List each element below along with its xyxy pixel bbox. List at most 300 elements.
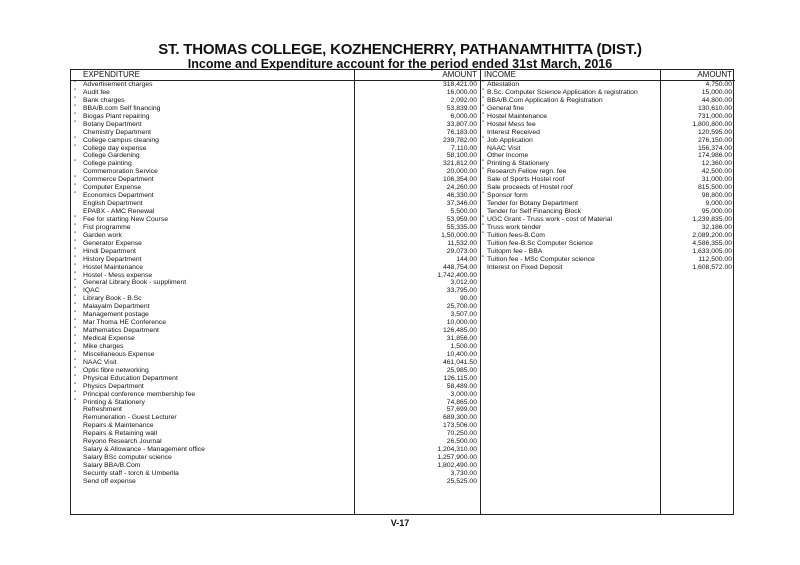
expenditure-amount-row	[355, 216, 480, 224]
income-amount: 31,000.00	[701, 176, 732, 184]
income-label: Sponsor form	[487, 192, 528, 200]
ditto-mark: "	[74, 88, 77, 95]
ditto-mark: "	[74, 144, 77, 151]
ditto-mark: "	[482, 120, 485, 127]
expenditure-amount: 106,354.00	[442, 176, 477, 184]
ditto-mark: "	[74, 382, 77, 389]
expenditure-row	[71, 391, 354, 399]
expenditure-amount: 31,856.00	[446, 335, 477, 342]
ditto-mark: "	[482, 136, 485, 143]
expenditure-amount: 46,330.00	[446, 192, 477, 200]
expenditure-row	[71, 192, 354, 200]
income-amount-row	[661, 137, 735, 145]
expenditure-amount-row	[355, 422, 480, 430]
ditto-mark: "	[74, 96, 77, 103]
expenditure-amount-row	[355, 446, 480, 454]
expenditure-amount-row	[355, 121, 480, 129]
expenditure-row	[71, 89, 354, 97]
page-title: ST. THOMAS COLLEGE, KOZHENCHERRY, PATHANAMTHITTA (DIST.)	[158, 41, 642, 58]
ditto-mark: "	[74, 231, 77, 238]
expenditure-amount: 33,807.00	[446, 120, 477, 128]
ditto-mark: "	[74, 319, 77, 326]
expenditure-row	[71, 145, 354, 153]
expenditure-row	[71, 367, 354, 375]
expenditure-amount-row	[355, 279, 480, 287]
ditto-mark: "	[74, 350, 77, 357]
income-label: General fine	[487, 104, 525, 112]
expenditure-amount-row	[355, 470, 480, 478]
expenditure-row	[71, 208, 354, 216]
income-amount: 9,000.00	[705, 200, 732, 208]
expenditure-label: Printing & Stationery	[83, 398, 145, 406]
expenditure-row	[71, 240, 354, 248]
expenditure-amount-row	[355, 97, 480, 105]
income-label: Tuition fees-B.Com	[487, 231, 545, 239]
expenditure-label: English Department	[83, 200, 143, 208]
page-number: V-17	[390, 518, 410, 528]
expenditure-row	[71, 430, 354, 438]
expenditure-amount-row	[355, 454, 480, 462]
expenditure-amount-row	[355, 160, 480, 168]
expenditure-row	[71, 343, 354, 351]
expenditure-row	[71, 176, 354, 184]
expenditure-amount: 1,204,310.00	[437, 446, 477, 454]
expenditure-label: NAAC Visit	[83, 358, 117, 366]
expenditure-header: EXPENDITURE	[83, 70, 140, 79]
income-label: Tuition fee - MSc Computer science	[487, 255, 595, 263]
ditto-mark: "	[74, 239, 77, 246]
expenditure-amount: 2,092.00	[450, 96, 477, 104]
expenditure-amount: 7,110.00	[451, 144, 477, 152]
ditto-mark: "	[74, 223, 77, 230]
expenditure-label: Library Book - B.Sc	[83, 295, 142, 303]
expenditure-amount: 20,000.00	[446, 168, 477, 176]
expenditure-label: Remuneration - Guest Lecturer	[83, 414, 177, 422]
expenditure-row	[71, 446, 354, 454]
income-amount-row	[661, 256, 735, 264]
ditto-mark: "	[74, 279, 77, 286]
expenditure-row	[71, 264, 354, 272]
expenditure-amount-row	[355, 152, 480, 160]
income-label: Sale proceeds of Hostel roof	[487, 184, 573, 192]
expenditure-amount: 3,730.00	[450, 469, 477, 477]
expenditure-amount: 53,959.00	[446, 215, 477, 223]
expenditure-amount: 1,257,900.00	[437, 454, 477, 462]
ditto-mark: "	[482, 81, 485, 87]
income-row	[481, 152, 660, 160]
income-label: UGC Grant - Truss work - cost of Material	[487, 215, 613, 223]
expenditure-row	[71, 279, 354, 287]
expenditure-amount-row	[355, 359, 480, 367]
expenditure-row	[71, 224, 354, 232]
expenditure-amount-row	[355, 200, 480, 208]
expenditure-amount-row	[355, 256, 480, 264]
expenditure-amount-row	[355, 375, 480, 383]
ditto-mark: "	[74, 104, 77, 111]
expenditure-amount-row	[355, 264, 480, 272]
expenditure-amount: 1,50,000.00	[441, 231, 477, 239]
income-row	[481, 184, 660, 192]
expenditure-amount-row	[355, 406, 480, 414]
income-row	[481, 192, 660, 200]
income-amount: 98,800.00	[701, 192, 732, 200]
expenditure-label: Commemoration Service	[83, 168, 158, 176]
expenditure-label: Economics Department	[83, 192, 154, 200]
expenditure-label: Send off expense	[83, 477, 136, 485]
expenditure-label: Generator Expense	[83, 239, 142, 247]
expenditure-amount-row	[355, 343, 480, 351]
expenditure-amount-row	[355, 248, 480, 256]
expenditure-amount-row	[355, 224, 480, 232]
ditto-mark: "	[482, 223, 485, 230]
page-subtitle: Income and Expenditure account for the period ended 31st March, 2016	[187, 57, 613, 71]
ditto-mark: "	[74, 176, 77, 183]
income-amount-row	[661, 129, 735, 137]
expenditure-amount: 74,865.00	[446, 398, 477, 406]
expenditure-amount-row	[355, 430, 480, 438]
ditto-mark: "	[74, 342, 77, 349]
expenditure-amount: 26,500.00	[446, 438, 477, 446]
expenditure-amount-row	[355, 272, 480, 280]
expenditure-amount: 173,506.00	[442, 422, 477, 430]
expenditure-label: EPABX - AMC Renewal	[83, 208, 155, 215]
expenditure-label: Advertisement charges	[83, 81, 153, 88]
expenditure-amount: 1,802,490.00	[437, 462, 477, 469]
ditto-mark: "	[74, 358, 77, 365]
income-label: Research Fellow regn. fee	[487, 168, 567, 176]
income-row	[481, 105, 660, 113]
income-row	[481, 216, 660, 224]
expenditure-label: College day expense	[83, 144, 147, 152]
ditto-mark: "	[74, 247, 77, 254]
expenditure-label: Reyono Research Journal	[83, 438, 162, 446]
expenditure-row	[71, 168, 354, 176]
expenditure-amount: 55,335.00	[446, 223, 477, 231]
ditto-mark: "	[74, 263, 77, 270]
income-row	[481, 224, 660, 232]
expenditure-row	[71, 422, 354, 430]
income-amount: 156,374.00	[697, 144, 732, 152]
expenditure-label: Repairs & Retaining wall	[83, 430, 158, 438]
income-label: Sale of Sports Hostel roof	[487, 176, 565, 184]
income-label: B.Sc. Computer Science Application & registration	[487, 88, 638, 96]
income-amount-row	[661, 89, 735, 97]
expenditure-row	[71, 105, 354, 113]
income-amount: 130,610.00	[697, 104, 732, 112]
expenditure-amount-row	[355, 129, 480, 137]
expenditure-label: Computer Expense	[83, 184, 142, 192]
ditto-mark: "	[482, 88, 485, 95]
expenditure-amount: 53,839.00	[446, 104, 477, 112]
expenditure-row	[71, 335, 354, 343]
expenditure-amount-row	[355, 478, 480, 486]
expenditure-amount: 461,041.50	[442, 358, 477, 366]
income-amount-header: AMOUNT	[697, 70, 732, 79]
income-amount-row	[661, 192, 735, 200]
income-label: Printing & Stationery	[487, 160, 549, 168]
expenditure-amount: 448,754.00	[442, 263, 477, 271]
expenditure-amount: 144.00	[456, 255, 477, 263]
income-amount: 42,500.00	[701, 168, 732, 176]
expenditure-amount: 25,700.00	[446, 303, 477, 311]
expenditure-amount: 3,507.00	[450, 311, 477, 319]
income-amount: 4,750.00	[705, 81, 732, 88]
ditto-mark: "	[74, 366, 77, 373]
expenditure-label: BBA/B.com Self financing	[83, 104, 161, 112]
income-expenditure-table	[70, 69, 734, 515]
expenditure-label: Bank charges	[83, 96, 125, 104]
expenditure-label: Biogas Plant repairing	[83, 112, 150, 120]
expenditure-label: Mathematics Department	[83, 327, 159, 335]
income-label: Tender for Botany Department	[487, 200, 579, 208]
income-label: NAAC Visit	[487, 144, 521, 152]
expenditure-amount: 16,000.00	[446, 88, 477, 96]
expenditure-label: Refreshment	[83, 406, 122, 414]
expenditure-row	[71, 129, 354, 137]
expenditure-amount: 29,073.00	[446, 247, 477, 255]
ditto-mark: "	[482, 104, 485, 111]
income-amount: 1,239,835.00	[692, 215, 732, 223]
expenditure-amount: 239,782.00	[442, 136, 477, 144]
ditto-mark: "	[482, 160, 485, 167]
expenditure-amount: 1,742,400.00	[437, 271, 477, 279]
expenditure-amount: 126,115.00	[443, 374, 477, 382]
expenditure-row	[71, 406, 354, 414]
expenditure-amount: 25,985.00	[446, 366, 477, 374]
expenditure-amount-row	[355, 240, 480, 248]
expenditure-amount-row	[355, 113, 480, 121]
income-amount-row	[661, 81, 735, 89]
income-amount: 95,000.00	[701, 208, 732, 215]
income-row	[481, 176, 660, 184]
expenditure-amount-row	[355, 184, 480, 192]
expenditure-label: Salary & Allowance - Management office	[83, 446, 205, 454]
expenditure-amount-row	[355, 145, 480, 153]
ditto-mark: "	[74, 271, 77, 278]
expenditure-row	[71, 303, 354, 311]
ditto-mark: "	[74, 303, 77, 310]
expenditure-label: Fist programme	[83, 223, 131, 231]
expenditure-amount-row	[355, 168, 480, 176]
expenditure-row	[71, 287, 354, 295]
income-amount-row	[661, 184, 735, 192]
expenditure-label: General Library Book - suppliment	[83, 279, 187, 287]
expenditure-label: Hindi Department	[83, 247, 136, 255]
expenditure-row	[71, 478, 354, 486]
expenditure-amount-row	[355, 327, 480, 335]
income-amount-row	[661, 248, 735, 256]
income-row	[481, 81, 660, 89]
ditto-mark: "	[74, 160, 77, 167]
income-amount: 32,186.00	[701, 223, 732, 231]
expenditure-row	[71, 295, 354, 303]
expenditure-amount: 25,525.00	[446, 477, 477, 485]
expenditure-amount-row	[355, 311, 480, 319]
expenditure-column	[71, 70, 355, 514]
ditto-mark: "	[482, 96, 485, 103]
expenditure-amount-row	[355, 367, 480, 375]
income-amount-row	[661, 121, 735, 129]
income-amount-row	[661, 200, 735, 208]
income-label: Job Application	[487, 136, 533, 144]
expenditure-amount-row	[355, 391, 480, 399]
expenditure-row	[71, 97, 354, 105]
ditto-mark: "	[74, 287, 77, 294]
income-label: Truss work tender	[487, 223, 542, 231]
expenditure-label: Hostel - Mess expense	[83, 271, 153, 279]
expenditure-amount-row	[355, 176, 480, 184]
income-column	[481, 70, 661, 514]
expenditure-label: Commerce Department	[83, 176, 154, 184]
expenditure-row	[71, 399, 354, 407]
income-amount-row	[661, 145, 735, 153]
income-amount-row	[661, 113, 735, 121]
expenditure-amount: 37,346.00	[446, 200, 477, 208]
expenditure-row	[71, 383, 354, 391]
expenditure-amount-row	[355, 414, 480, 422]
expenditure-row	[71, 137, 354, 145]
ditto-mark: "	[482, 215, 485, 222]
income-amount: 4,586,355.00	[692, 239, 732, 247]
income-amount-row	[661, 97, 735, 105]
expenditure-row	[71, 200, 354, 208]
income-amount-row	[661, 264, 735, 272]
expenditure-row	[71, 232, 354, 240]
expenditure-amount-row	[355, 232, 480, 240]
expenditure-amount-row	[355, 137, 480, 145]
income-amount: 731,000.00	[697, 112, 732, 120]
expenditure-amount-row	[355, 208, 480, 216]
ditto-mark: "	[74, 311, 77, 318]
income-amount-row	[661, 105, 735, 113]
ditto-mark: "	[74, 335, 77, 341]
expenditure-label: Mar Thoma HE Conference	[83, 319, 166, 327]
income-label: Hostel Mess fee	[487, 120, 536, 128]
expenditure-row	[71, 256, 354, 264]
expenditure-amount: 318,421.00	[442, 81, 477, 88]
ditto-mark: "	[74, 327, 77, 334]
ditto-mark: "	[74, 112, 77, 119]
expenditure-label: Principal conference membership fee	[83, 390, 196, 398]
expenditure-amount: 689,300.00	[442, 414, 477, 422]
expenditure-amount: 321,812.00	[442, 160, 477, 168]
income-amount-row	[661, 240, 735, 248]
expenditure-row	[71, 327, 354, 335]
expenditure-row	[71, 454, 354, 462]
income-amount: 174,986.00	[697, 152, 732, 160]
expenditure-label: History Department	[83, 255, 142, 263]
ditto-mark: "	[74, 192, 77, 199]
expenditure-amount-row	[355, 438, 480, 446]
ditto-mark: "	[74, 120, 77, 127]
expenditure-row	[71, 81, 354, 89]
income-amount-row	[661, 176, 735, 184]
income-label: Other Income	[487, 152, 529, 160]
expenditure-label: College campus cleaning	[83, 136, 159, 144]
expenditure-row	[71, 375, 354, 383]
expenditure-row	[71, 351, 354, 359]
expenditure-row	[71, 272, 354, 280]
expenditure-label: Miscellaneous Expense	[83, 350, 155, 358]
expenditure-label: Management postage	[83, 311, 149, 319]
expenditure-amount: 126,485.00	[442, 327, 477, 335]
income-row	[481, 232, 660, 240]
expenditure-label: Malayalm Department	[83, 303, 150, 311]
income-amount: 276,150.00	[697, 136, 732, 144]
expenditure-amount-row	[355, 287, 480, 295]
income-row	[481, 200, 660, 208]
expenditure-amount: 57,699.00	[446, 406, 477, 414]
income-row	[481, 137, 660, 145]
income-amount: 44,800.00	[701, 96, 732, 104]
ditto-mark: "	[74, 295, 77, 302]
income-amount-row	[661, 152, 735, 160]
expenditure-row	[71, 113, 354, 121]
income-row	[481, 256, 660, 264]
expenditure-row	[71, 121, 354, 129]
ditto-mark: "	[482, 168, 485, 175]
expenditure-amount-row	[355, 335, 480, 343]
income-label: BBA/B.Com Application & Registration	[487, 96, 603, 104]
income-label: Tuition fee-B.Sc Computer Science	[487, 239, 593, 247]
expenditure-amount: 5,500.00	[450, 208, 477, 215]
expenditure-label: Audit fee	[83, 88, 110, 96]
ditto-mark: "	[482, 192, 485, 199]
income-amount-row	[661, 224, 735, 232]
income-amount: 120,595.00	[697, 128, 732, 136]
expenditure-amount-header: AMOUNT	[442, 70, 477, 79]
income-amount: 1,608,572.00	[692, 263, 732, 271]
expenditure-label: Hostel Maintenance	[83, 263, 144, 271]
expenditure-label: College painting	[83, 160, 132, 168]
income-label: Tuitopm fee - BBA	[487, 247, 543, 255]
income-row	[481, 240, 660, 248]
expenditure-amount: 10,000.00	[446, 319, 477, 327]
expenditure-label: Chemistry Department	[83, 128, 151, 136]
income-label: Tender for Self Financing Block	[487, 208, 582, 215]
expenditure-amount: 10,400.00	[446, 350, 477, 358]
expenditure-label: Optic fibre networking	[83, 366, 149, 374]
expenditure-row	[71, 319, 354, 327]
income-row	[481, 168, 660, 176]
expenditure-amount: 58,489.00	[446, 382, 477, 390]
expenditure-amount: 3,012.00	[450, 279, 477, 287]
expenditure-amount: 24,260.00	[446, 184, 477, 192]
expenditure-amount: 6,000.00	[450, 112, 477, 120]
expenditure-amount-row	[355, 399, 480, 407]
expenditure-amount-row	[355, 81, 480, 89]
expenditure-amount-row	[355, 295, 480, 303]
expenditure-amount: 70,250.00	[446, 430, 477, 438]
expenditure-label: Garden work	[83, 231, 122, 239]
ditto-mark: "	[74, 184, 77, 191]
expenditure-row	[71, 438, 354, 446]
income-amount-column	[661, 70, 735, 514]
ditto-mark: "	[482, 231, 485, 238]
income-label: Interest on Fixed Deposit	[487, 263, 563, 271]
income-row	[481, 208, 660, 216]
expenditure-label: Repairs & Maintenance	[83, 422, 154, 430]
expenditure-label: College Gardening	[83, 152, 140, 160]
income-amount: 12,360.00	[701, 160, 732, 168]
income-row	[481, 97, 660, 105]
ditto-mark: "	[74, 374, 77, 381]
ditto-mark: "	[74, 390, 77, 397]
income-row	[481, 129, 660, 137]
expenditure-amount: 3,000.00	[450, 390, 477, 398]
income-row	[481, 264, 660, 272]
expenditure-label: Botany Department	[83, 120, 142, 128]
